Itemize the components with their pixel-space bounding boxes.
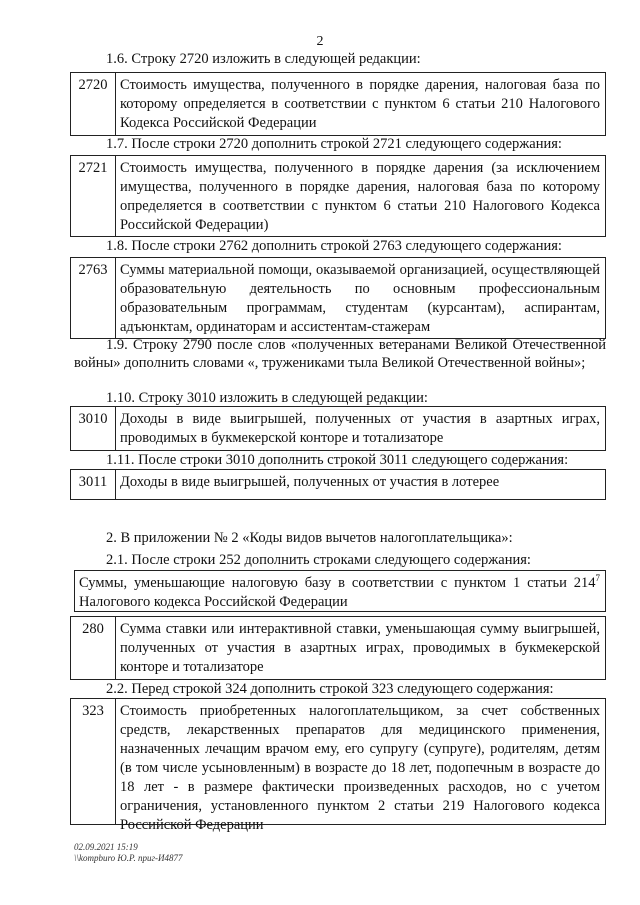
row-text: Сумма ставки или интерактивной ставки, уменьшающая сумму выигрышей, полученных от участия в азартных играх, проводимых в букмекерской конторе и тотализаторе	[120, 621, 600, 675]
row-code: 3010	[71, 407, 116, 450]
table-row-280	[70, 616, 606, 680]
paragraph-1-10: 1.10. Строку 3010 изложить в следующей редакции:	[106, 390, 428, 406]
paragraph-2: 2. В приложении № 2 «Коды видов вычетов налогоплательщика»:	[106, 530, 513, 546]
row-code: 323	[71, 699, 116, 824]
row-text: Доходы в виде выигрышей, полученных от участия в азартных играх, проводимых в букмекерской конторе и тотализаторе	[120, 411, 600, 446]
row-code: 2763	[71, 258, 116, 338]
table-header-214	[74, 570, 606, 612]
row-code: 3011	[71, 470, 116, 499]
table-row-3010	[70, 406, 606, 451]
footer-stamp	[74, 842, 183, 864]
paragraph-1-11: 1.11. После строки 3010 дополнить строкой 3011 следующего содержания:	[106, 452, 569, 468]
paragraph-1-7: 1.7. После строки 2720 дополнить строкой 2721 следующего содержания:	[106, 136, 562, 152]
row-code: 2720	[71, 73, 116, 135]
table-row-2720	[70, 72, 606, 136]
table-row-2763	[70, 257, 606, 339]
page-number: 2	[316, 34, 324, 49]
paragraph-1-6: 1.6. Строку 2720 изложить в следующей редакции:	[106, 51, 421, 67]
row-code: 2721	[71, 156, 116, 236]
header-214-tail: Налогового кодекса Российской Федерации	[79, 594, 348, 610]
row-text: Стоимость имущества, полученного в порядке дарения, налоговая база по которому определяется в соответствии с пунктом 6 статьи 210 Налогового Кодекса Российской Федерации	[120, 77, 600, 131]
table-row-323	[70, 698, 606, 833]
table-row-3011	[70, 469, 606, 500]
header-214-text	[75, 571, 605, 611]
row-text: Доходы в виде выигрышей, полученных от участия в лотерее	[120, 474, 500, 490]
footer-path: \\kompburo Ю.Р. приг-И4877	[74, 853, 183, 863]
row-code: 280	[71, 617, 116, 679]
header-214-sup: 7	[595, 573, 600, 584]
row-text: Стоимость приобретенных налогоплательщиком, за счет собственных средств, лекарственных препаратов для медицинского применения, назначенных лечащим врачом ему, его супругу (супруге), родителям, детям (в том числе усыновленным) в возрасте до 18 лет, подопечным в возрасте до 18 лет - в размере фактически произведенных расходов, но с учетом ограничения, установленного пунктом 2 статьи 219 Налогового кодекса Российской Федерации	[120, 703, 600, 833]
paragraph-1-8: 1.8. После строки 2762 дополнить строкой 2763 следующего содержания:	[106, 238, 562, 254]
table-row-2721	[70, 155, 606, 237]
row-text: Суммы материальной помощи, оказываемой организацией, осуществляющей образовательную деятельность по основным профессиональным образовательным программам, студентам (курсантам), аспирантам, адъюнктам, ординаторам и ассистентам-стажерам	[120, 262, 600, 335]
footer-date: 02.09.2021 15:19	[74, 842, 138, 852]
paragraph-2-1: 2.1. После строки 252 дополнить строками следующего содержания:	[106, 552, 531, 568]
header-214-main: Суммы, уменьшающие налоговую базу в соответствии с пунктом 1 статьи 214	[79, 575, 596, 591]
row-text: Стоимость имущества, полученного в порядке дарения (за исключением имущества, полученного в порядке дарения, налоговая база по которому определяется в соответствии с пунктом 6 статьи 210 Налогового Кодекса Российской Федерации)	[120, 160, 600, 233]
paragraph-1-9: 1.9. Строку 2790 после слов «полученных ветеранами Великой Отечественной войны» дополнить словами «, тружениками тыла Великой Отечественной войны»;	[74, 337, 606, 371]
paragraph-2-2: 2.2. Перед строкой 324 дополнить строкой 323 следующего содержания:	[106, 681, 554, 697]
